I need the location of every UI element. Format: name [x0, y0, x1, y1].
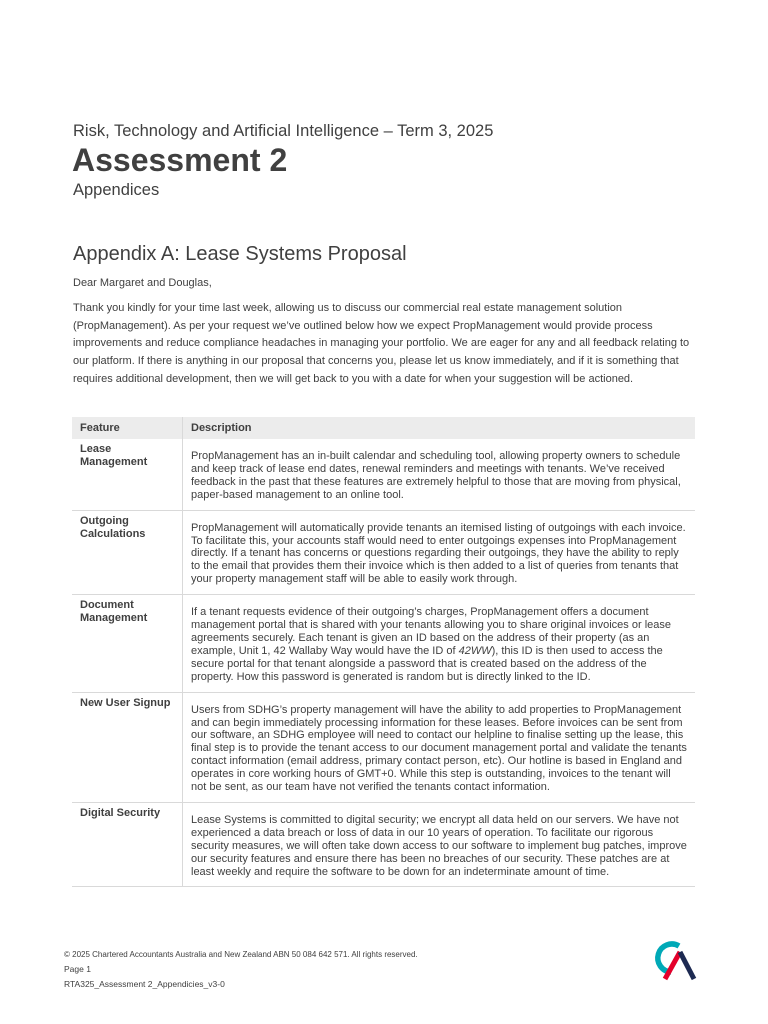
table-row	[72, 692, 695, 802]
description-text: ), this ID is then used to access the secure portal for that tenant alongside a password that is created based on the address of the property. How this password is generated is random but is directly linked to the ID.	[191, 644, 663, 683]
logo-a-left-leg	[665, 952, 680, 979]
letter-intro-paragraph: Thank you kindly for your time last week, allowing us to discuss our commercial real estate management solution (PropManagement). As per your request we’ve outlined below how we expect PropManagement would provide process improvements and reduce compliance headaches in managing your portfolio. We are eager for any and all feedback relating to our platform. If there is anything in our proposal that concerns you, please let us know immediately, and if it is something that requires additional development, then we will get back to you with a date for when your suggestion will be actioned.	[73, 302, 690, 385]
page-title: Assessment 2	[72, 142, 288, 178]
footer-page-number: Page 1	[64, 964, 91, 974]
course-title: Risk, Technology and Artificial Intelligence – Term 3, 2025	[73, 122, 494, 140]
ca-anz-logo-icon	[653, 938, 697, 982]
footer-filename: RTA325_Assessment 2_Appendicies_v3-0	[64, 979, 225, 989]
description-cell: Users from SDHG’s property management will have the ability to add properties to PropManagement and can begin immediately processing information for these leases. Before invoices can be sent from our software, an SDHG employee will need to contact our helpline to finalise setting up the lease, this final step is to provide the tenant access to our document management portal and validate the tenants contact information (email address, primary contact person, etc). Our hotline is based in England and operates in core working hours of GMT+0. While this step is outstanding, invoices to the tenant will not be sent, as our team have not verified the tenants contact information.	[183, 692, 696, 802]
letter-greeting: Dear Margaret and Douglas,	[73, 277, 212, 289]
feature-cell: Outgoing Calculations	[72, 510, 183, 595]
table-row	[72, 802, 695, 887]
description-cell: PropManagement will automatically provide tenants an itemised listing of outgoings with each invoice. To facilitate this, your accounts staff would need to enter outgoings expenses into PropManagement directly. If a tenant has concerns or questions regarding their outgoings, they have the ability to reply to the email that provides them their invoice which is then added to a list of queries from tenants that your property management staff will be able to easily work through.	[183, 510, 696, 595]
example-id-text: 42WW	[458, 644, 492, 657]
feature-table	[72, 417, 695, 887]
appendix-heading: Appendix A: Lease Systems Proposal	[73, 243, 407, 265]
table-row	[72, 595, 695, 692]
page-subtitle: Appendices	[73, 181, 160, 199]
column-header-description: Description	[183, 417, 696, 439]
description-cell	[183, 595, 696, 692]
description-cell: Lease Systems is committed to digital security; we encrypt all data held on our servers. We have not experienced a data breach or loss of data in our 10 years of operation. To facilitate our rigorous security measures, we will often take down access to our software to implement bug patches, improve our security features and ensure there has been no breaches of our security. These patches are at least weekly and require the software to be down for an indeterminate amount of time.	[183, 802, 696, 887]
description-cell: PropManagement has an in-built calendar and scheduling tool, allowing property owners to schedule and keep track of lease end dates, renewal reminders and meetings with tenants. We’ve received feedback in the past that these features are extremely helpful to those that are moving from physical, paper-based management to an online tool.	[183, 439, 696, 510]
feature-cell: Document Management	[72, 595, 183, 692]
feature-cell: New User Signup	[72, 692, 183, 802]
table-header-row	[72, 417, 695, 439]
footer-copyright: © 2025 Chartered Accountants Australia and New Zealand ABN 50 084 642 571. All rights reserved.	[64, 950, 418, 959]
column-header-feature: Feature	[72, 417, 183, 439]
table-row	[72, 510, 695, 595]
feature-cell: Lease Management	[72, 439, 183, 510]
logo-a-right-leg	[680, 952, 694, 979]
description-text: If a tenant requests evidence of their outgoing’s charges, PropManagement offers a document management portal that is shared with your tenants allowing you to share original invoices or lease agreements securely. Each tenant is given an ID based on the address of their property (as an example, Unit 1, 42 Wallaby Way would have the ID of	[191, 606, 671, 657]
feature-cell: Digital Security	[72, 802, 183, 887]
table-row	[72, 439, 695, 510]
